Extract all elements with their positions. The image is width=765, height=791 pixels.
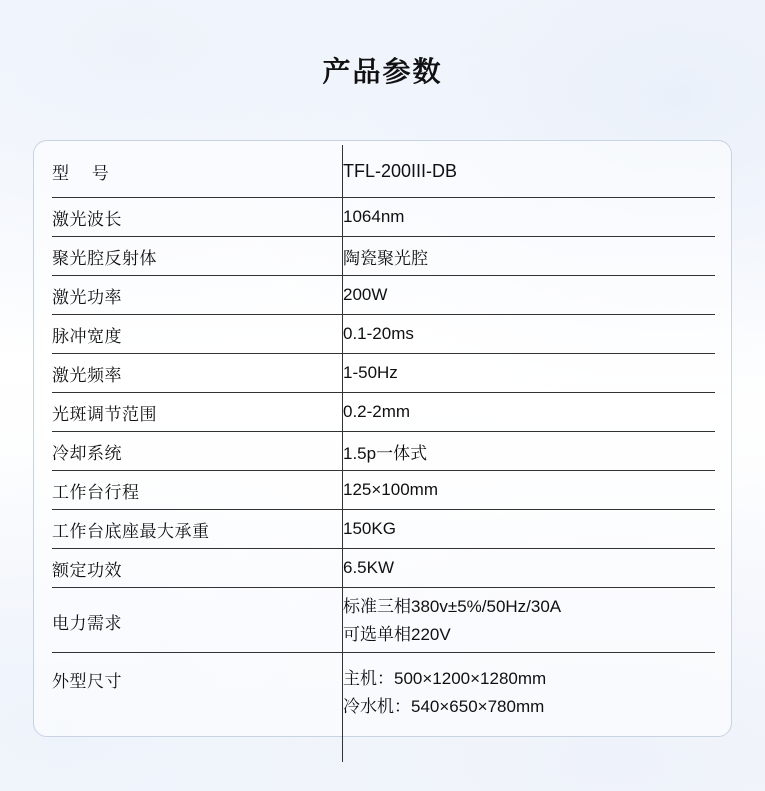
table-row	[52, 432, 715, 471]
spec-value: 0.1-20ms	[343, 315, 716, 354]
spec-table-card	[33, 140, 732, 737]
spec-value: 200W	[343, 276, 716, 315]
table-row	[52, 237, 715, 276]
spec-value: 6.5KW	[343, 549, 716, 588]
spec-value: 150KG	[343, 510, 716, 549]
spec-label: 激光功率	[52, 276, 343, 315]
spec-table	[52, 145, 715, 762]
spec-label: 冷却系统	[52, 432, 343, 471]
table-row	[52, 276, 715, 315]
spec-label: 聚光腔反射体	[52, 237, 343, 276]
spec-label: 额定功效	[52, 549, 343, 588]
table-row	[52, 653, 715, 763]
spec-value-line: 标准三相380v±5%/50Hz/30A	[343, 597, 562, 616]
table-row	[52, 198, 715, 237]
spec-value: 0.2-2mm	[343, 393, 716, 432]
spec-value: 1-50Hz	[343, 354, 716, 393]
table-row	[52, 393, 715, 432]
spec-label: 工作台行程	[52, 471, 343, 510]
spec-label: 光斑调节范围	[52, 393, 343, 432]
table-row	[52, 471, 715, 510]
spec-label: 型 号	[52, 145, 343, 198]
spec-value-line: 主机：500×1200×1280mm	[343, 669, 547, 688]
table-row	[52, 588, 715, 653]
table-row	[52, 549, 715, 588]
page-title: 产品参数	[322, 56, 443, 87]
table-row	[52, 315, 715, 354]
spec-value: 1.5p一体式	[343, 432, 716, 471]
spec-label: 工作台底座最大承重	[52, 510, 343, 549]
spec-label: 电力需求	[52, 588, 343, 653]
spec-value-line: 可选单相220V	[343, 625, 451, 644]
spec-label: 脉冲宽度	[52, 315, 343, 354]
spec-value: TFL-200III-DB	[343, 145, 716, 198]
table-row	[52, 354, 715, 393]
spec-value	[343, 653, 716, 763]
spec-value: 1064nm	[343, 198, 716, 237]
table-row	[52, 510, 715, 549]
spec-label: 外型尺寸	[52, 653, 343, 763]
spec-label: 激光频率	[52, 354, 343, 393]
table-row	[52, 145, 715, 198]
spec-value-line: 冷水机：540×650×780mm	[343, 697, 545, 716]
spec-label: 激光波长	[52, 198, 343, 237]
spec-value: 陶瓷聚光腔	[343, 237, 716, 276]
spec-value	[343, 588, 716, 653]
spec-value: 125×100mm	[343, 471, 716, 510]
